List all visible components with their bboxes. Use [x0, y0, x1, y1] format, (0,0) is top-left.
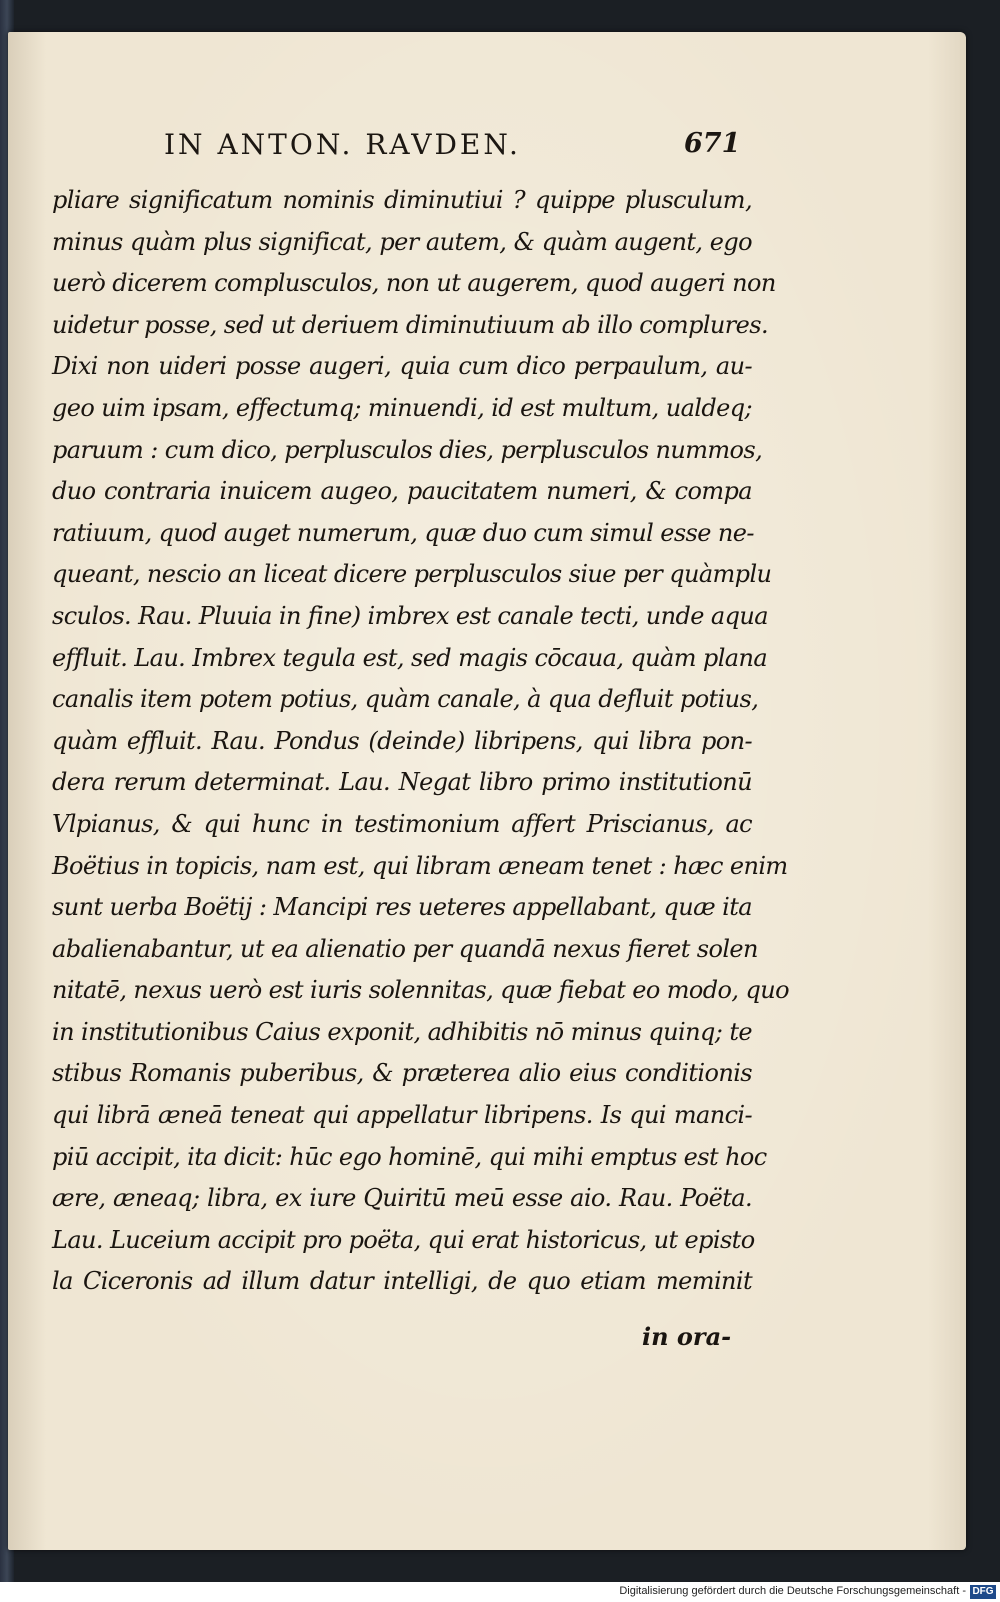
- footer-credit: Digitalisierung gefördert durch die Deutsche Forschungsgemeinschaft -: [619, 1585, 966, 1597]
- text-line: la Ciceronis ad illum datur intelligi, de quo etiam meminit: [52, 1267, 752, 1296]
- text-line: effluit. Lau. Imbrex tegula est, sed magis cōcaua, quàm plana: [52, 643, 768, 672]
- dfg-logo: DFG: [970, 1585, 996, 1599]
- text-line: quàm effluit. Rau. Pondus (deinde) libripens, qui libra pon-: [52, 726, 752, 755]
- text-line: in institutionibus Caius exponit, adhibitis nō minus quinq; te: [52, 1017, 752, 1046]
- text-line: uidetur posse, sed ut deriuem diminutiuum ab illo complures.: [52, 310, 768, 339]
- text-line: stibus Romanis puberibus, & præterea alio eius conditionis: [52, 1059, 752, 1088]
- catchword: in ora-: [642, 1322, 732, 1351]
- text-line: dera rerum determinat. Lau. Negat libro primo institutionū: [52, 768, 752, 797]
- running-title: IN ANTON. RAVDEN.: [164, 128, 521, 161]
- text-block: [52, 180, 789, 1303]
- text-line: uerò dicerem complusculos, non ut augerem, quod augeri non: [52, 269, 776, 298]
- text-line: Dixi non uideri posse augeri, quia cum dico perpaulum, au-: [52, 352, 752, 381]
- text-line: ratiuum, quod auget numerum, quæ duo cum simul esse ne-: [52, 518, 754, 547]
- text-line: piū accipit, ita dicit: hūc ego hominē, qui mihi emptus est hoc: [52, 1142, 767, 1171]
- text-line: nitatē, nexus uerò est iuris solennitas, quæ fiebat eo modo, quo: [52, 976, 789, 1005]
- page-number: 671: [684, 128, 741, 159]
- text-line: abalienabantur, ut ea alienatio per quandā nexus fieret solen: [52, 934, 758, 963]
- book-page: [8, 32, 966, 1550]
- text-line: geo uim ipsam, effectumq; minuendi, id est multum, ualdeq;: [52, 393, 752, 422]
- text-line: paruum : cum dico, perplusculos dies, perplusculos nummos,: [52, 435, 763, 464]
- text-line: sculos. Rau. Pluuia in fine) imbrex est canale tecti, unde aqua: [52, 601, 768, 630]
- text-line: canalis item potem potius, quàm canale, à qua defluit potius,: [52, 685, 759, 714]
- text-line: pliare significatum nominis diminutiui ? quippe plusculum,: [52, 186, 752, 214]
- running-head: [8, 128, 966, 168]
- text-line: ære, æneaq; libra, ex iure Quiritū meū esse aio. Rau. Poëta.: [52, 1184, 752, 1213]
- text-line: minus quàm plus significat, per autem, & quàm augent, ego: [52, 227, 752, 256]
- text-line: Vlpianus, & qui hunc in testimonium affert Priscianus, ac: [52, 809, 752, 838]
- text-line: duo contraria inuicem augeo, paucitatem numeri, & compa: [52, 477, 752, 506]
- text-line: qui librā æneā teneat qui appellatur libripens. Is qui manci-: [52, 1101, 752, 1130]
- footer-bar: [0, 1582, 1000, 1602]
- text-line: Lau. Luceium accipit pro poëta, qui erat historicus, ut episto: [52, 1225, 755, 1254]
- text-line: sunt uerba Boëtij : Mancipi res ueteres appellabant, quæ ita: [52, 893, 752, 922]
- text-line: queant, nescio an liceat dicere perplusculos siue per quàmplu: [52, 560, 772, 589]
- text-line: Boëtius in topicis, nam est, qui libram æneam tenet : hæc enim: [52, 851, 788, 880]
